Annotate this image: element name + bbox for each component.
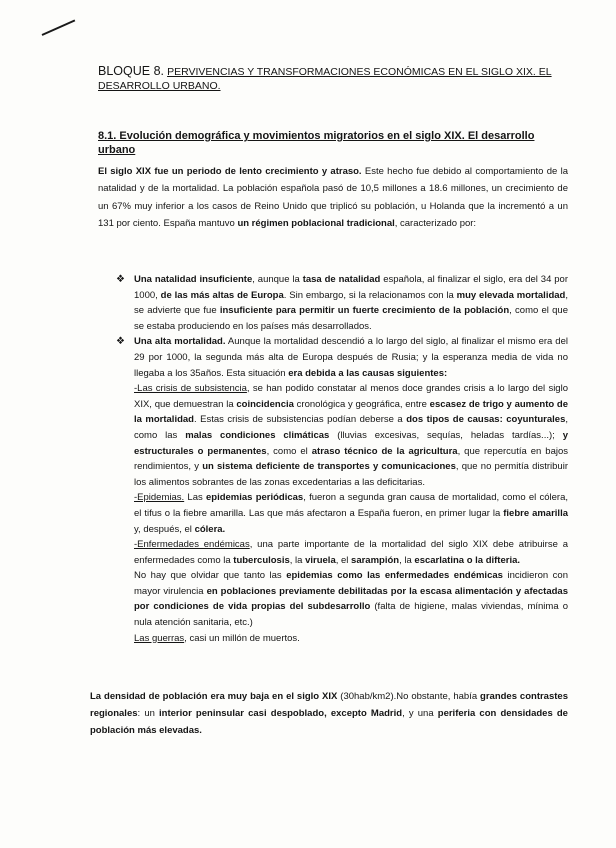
- no-olvidar: No hay que olvidar que tanto las epidemias como las enfermedades endémicas incidieron con mayor virulencia en poblaciones previamente debilitadas por la escasa alimentación y afectadas por condiciones de vida propias del subdesarrollo (falta de higiene, malas viviendas, mínima o nula atención sanitaria, etc.): [134, 570, 569, 629]
- bloque-label: BLOQUE 8.: [98, 64, 164, 78]
- intro-body: Este hecho fue debido al comportamiento de la natalidad y de la mortalidad. La población española pasó de 10,5 millones a 18.6 millones, un crecimiento de un 67% muy inferior a los casos de Reino Unido que triplicó su población, u Holanda que la incrementó a un 131 por ciento. España mantuvo: [98, 166, 568, 229]
- diamond-bullet-icon: ❖: [116, 274, 125, 285]
- intro-regime: un régimen poblacional tradicional: [237, 217, 395, 229]
- intro-tail: , caracterizado por:: [394, 217, 477, 229]
- list-item: ❖ Una natalidad insuficiente, aunque la tasa de natalidad española, al finalizar el siglo, era del 34 por 1000, de las más altas de Europa. Sin embargo, si la relacionamos con la muy elevada mortalidad, se advierte que fue insuficiente para permitir un fuerte crecimiento de la población, como el que se estaba produciendo en los países más desarrollados.: [116, 274, 568, 332]
- enfermedades-endemicas: -Enfermedades endémicas, una parte importante de la mortalidad del siglo XIX debe atribuirse a enfermedades como la tuberculosis, la viruela, el sarampión, la escarlatina o la difteria.: [134, 539, 568, 566]
- diamond-bullet-icon: ❖: [116, 336, 125, 348]
- epidemias: -Epidemias. Las epidemias periódicas, fueron a segunda gran causa de mortalidad, como el cólera, el tifus o la fiebre amarilla. Las que más afectaron a España fueron, en primer lugar la fiebre amarilla y, después, el cólera.: [134, 492, 568, 535]
- page-title: [98, 64, 568, 93]
- crisis-subsistencia: -Las crisis de subsistencia, se han podido constatar al menos doce grandes crisis a lo largo del siglo XIX, que demuestran la coincidencia cronológica y geográfica, entre escasez de trigo y aumento de la mortalidad. Estas crisis de subsistencias podían deberse a dos tipos de causas: coyunturales, como las malas condiciones climáticas (lluvias excesivas, sequías, heladas tardías...); y estructurales o permanentes, como el atraso técnico de la agricultura, que repercutía en bajos rendimientos, y un sistema deficiente de transportes y comunicaciones, que no permitía distribuir los alimentos sobrantes de las zonas excedentarias a las deficitarias.: [134, 383, 569, 488]
- list-item: ❖ Una alta mortalidad. Aunque la mortalidad descendió a lo largo del siglo, al finalizar el mismo era del 29 por 1000, la segunda más alta de Europa después de Rusia; y la esperanza media de vida no llegaba a los 35años. Esta situación era debida a las causas siguientes: -Las crisis de subsistencia, se han podido constatar al menos doce grandes crisis a lo largo del siglo XIX, que demuestran la coincidencia cronológica y geográfica, entre escasez de trigo y aumento de la mortalidad. Estas crisis de subsistencias podían deberse a dos tipos de causas: coyunturales, como las malas condiciones climáticas (lluvias excesivas, sequías, heladas tardías...); y estructurales o permanentes, como el atraso técnico de la agricultura, que repercutía en bajos rendimientos, y un sistema deficiente de transportes y comunicaciones, que no permitía distribuir los alimentos sobrantes de las zonas excedentarias a las deficitarias. -Epidemias. Las epidemias periódicas, fueron a segunda gran causa de mortalidad, como el cólera, el tifus o la fiebre amarilla. Las que más afectaron a España fueron, en primer lugar la fiebre amarilla y, después, el cólera. -Enfermedades endémicas, una parte importante de la mortalidad del siglo XIX debe atribuirse a enfermedades como la tuberculosis, la viruela, el sarampión, la escarlatina o la difteria. No hay que olvidar que tanto las epidemias como las enfermedades endémicas incidieron con mayor virulencia en poblaciones previamente debilitadas por la escasa alimentación y afectadas por condiciones de vida propias del subdesarrollo (falta de higiene, malas viviendas, mínima o nula atención sanitaria, etc.) Las guerras, casi un millón de muertos.: [116, 334, 568, 646]
- characteristics-list: [116, 272, 568, 646]
- section-heading: 8.1. Evolución demográfica y movimientos migratorios en el siglo XIX. El desarrollo urbano: [98, 130, 535, 156]
- guerras: Las guerras, casi un millón de muertos.: [134, 632, 300, 644]
- intro-lead: El siglo XIX fue un periodo de lento crecimiento y atraso.: [98, 166, 362, 177]
- bloque-title: PERVIVENCIAS Y TRANSFORMACIONES ECONÓMICAS EN EL SIGLO XIX. EL DESARROLLO URBANO.: [98, 66, 552, 92]
- pen-stroke-mark: [42, 19, 76, 35]
- closing-paragraph: La densidad de población era muy baja en el siglo XIX (30hab/km2).No obstante, había grandes contrastes regionales: un interior peninsular casi despoblado, excepto Madrid, y una periferia con densidades de población más elevadas.: [90, 691, 568, 736]
- intro-paragraph: [98, 163, 568, 232]
